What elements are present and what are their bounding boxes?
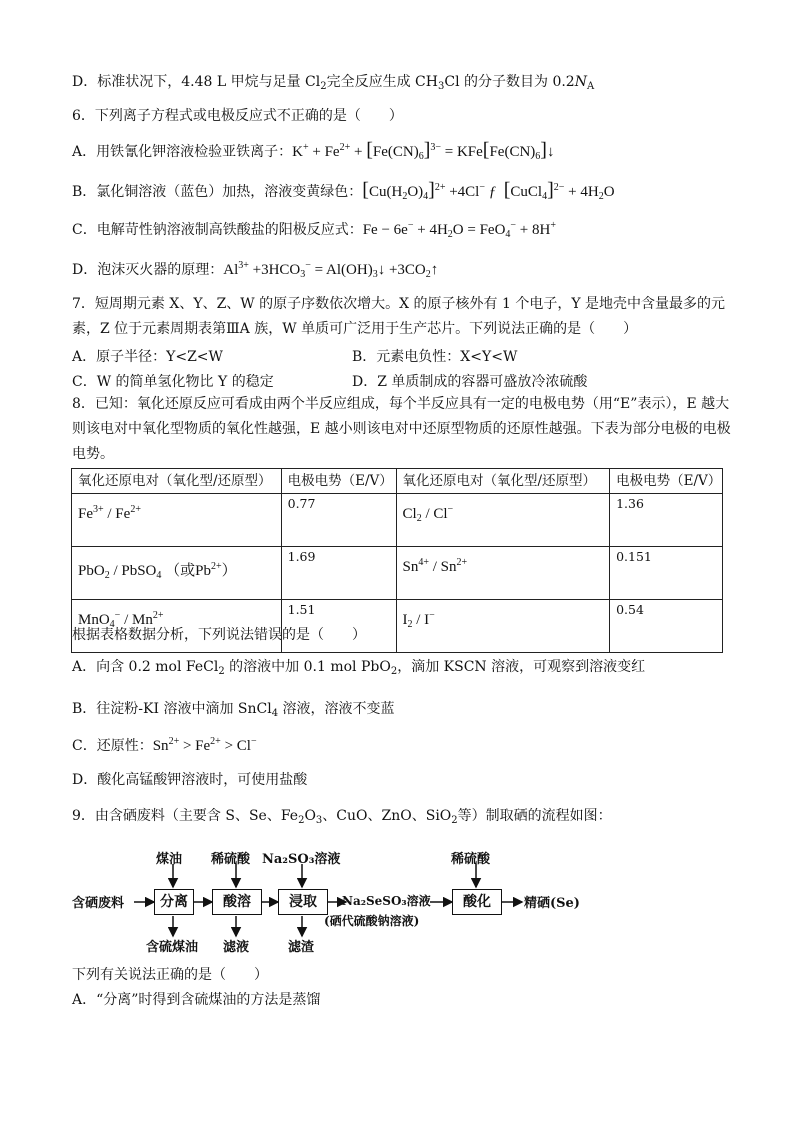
q8-c-inequality: $Sn^{2+} > Fe^{2+} > Cl^-$ <box>152 736 257 754</box>
q8-option-a: A．向含 0.2 mol FeCl$_2$ 的溶液中加 0.1 mol PbO$_2$，滴加 KSCN 溶液，可观察到溶液变红 <box>72 659 646 677</box>
q7-stem: 7．短周期元素 X、Y、Z、W 的原子序数依次增大。X 的原子核外有 1 个电子，Y 是地壳中含量最多的元素，Z 位于元素周期表第ⅢA 族，W 单质可广泛用于生产芯片。下列说法正确的是（ ） <box>72 296 726 337</box>
flow-input: 含硒废料 <box>72 896 125 911</box>
selenium-flowchart <box>70 846 630 954</box>
table-row <box>72 547 723 600</box>
q6-a-equation: $K^+ + Fe^{2+} + [Fe(CN)_6]^{3-}$ = $KFe[Fe(CN)_6]↓$ <box>292 139 555 162</box>
flow-mid-note: (硒代硫酸钠溶液) <box>324 914 420 928</box>
q7-option-d: D．Z 单质制成的容器可盛放冷浓硫酸 <box>352 374 588 390</box>
value-pb: 1.69 <box>281 547 396 600</box>
value-fe: 0.77 <box>281 494 396 547</box>
pair-i: $I_2 / I^-$ <box>396 600 610 653</box>
flow-output: 精硒(Se) <box>524 896 580 911</box>
flow-top-sulfite: Na₂SO₃溶液 <box>262 852 341 867</box>
pair-sn: $Sn^{4+} / Sn^{2+}$ <box>396 547 610 600</box>
flow-top-dilute-acid-2: 稀硫酸 <box>451 852 491 867</box>
q8-option-d: D．酸化高锰酸钾溶液时，可使用盐酸 <box>72 772 308 788</box>
table-row <box>72 494 723 547</box>
q7-option-a: A．原子半径：Y<Z<W <box>72 349 223 365</box>
pair-fe: $Fe^{3+} / Fe^{2+}$ <box>72 494 282 547</box>
q9-stem: 9．由含硒废料（主要含 S、Se、$Fe_2O_3$、CuO、ZnO、SiO$_2$等）制取硒的流程如图： <box>72 808 612 826</box>
flow-top-dilute-acid: 稀硫酸 <box>211 852 251 867</box>
pair-mn: $MnO_4^- / Mn^{2+}$ <box>72 600 282 653</box>
flow-bottom-sulfur-kerosene: 含硫煤油 <box>146 940 199 955</box>
q5-option-d: D．标准状况下，4.48 L 甲烷与足量 $Cl_2$完全反应生成 $CH_3Cl$ 的分子数目为 $0.2N_A$ <box>72 74 595 92</box>
q6-option-a: A．用铁氰化钾溶液检验亚铁离子：$K^+ + Fe^{2+} + [Fe(CN)_6]^{3-}$ = $KFe[Fe(CN)_6]↓$ <box>72 139 555 162</box>
q8-stem: 8．已知：氧化还原反应可看成由两个半反应组成，每个半反应具有一定的电极电势（用“E”表示），E 越大则该电对中氧化型物质的氧化性越强，E 越小则该电对中还原型物质的还原性越强。下表为部分电极的电极电势。 <box>72 396 731 462</box>
flow-bottom-filtrate: 滤液 <box>223 940 250 955</box>
value-sn: 0.151 <box>610 547 723 600</box>
pair-cl: $Cl_2 / Cl^-$ <box>396 494 610 547</box>
table-header: 氧化还原电对（氧化型/还原型） <box>72 469 282 494</box>
flow-box-leach: 浸取 <box>278 889 328 915</box>
q6-c-equation: $Fe - 6e^- + 4H_2O = FeO_4^- + 8H^+$ <box>362 220 556 240</box>
q9-option-a: A．“分离”时得到含硫煤油的方法是蒸馏 <box>72 992 321 1008</box>
pair-pb: PbO$_2$ / PbSO$_4$ （或$Pb^{2+}$） <box>72 547 282 600</box>
q6-stem: 6．下列离子方程式或电极反应式不正确的是（ ） <box>72 108 403 124</box>
flow-bottom-residue: 滤渣 <box>288 940 315 955</box>
table-header: 电极电势（E/V） <box>281 469 396 494</box>
value-i: 0.54 <box>610 600 723 653</box>
q6-option-b: B．氯化铜溶液（蓝色）加热，溶液变黄绿色：$[Cu(H_2O)_4]^{2+} +4Cl^-$ ƒ [CuCl$_4$]$^{2-}$ + $4H_2O$ <box>72 179 615 202</box>
q7-option-c: C．W 的简单氢化物比 Y 的稳定 <box>72 374 274 390</box>
flow-box-separate: 分离 <box>154 889 194 915</box>
table-header: 氧化还原电对（氧化型/还原型） <box>396 469 610 494</box>
table-header: 电极电势（E/V） <box>610 469 723 494</box>
q9-ask: 下列有关说法正确的是（ ） <box>72 967 268 983</box>
flow-box-acid-dissolve: 酸溶 <box>212 889 262 915</box>
q6-option-d: D．泡沫灭火器的原理：$Al^{3+} +3HCO_3^-$ = $Al(OH)_3↓$ $+3CO_2↑$ <box>72 260 439 280</box>
q8-option-c: C．还原性：$Sn^{2+} > Fe^{2+} > Cl^-$ <box>72 736 257 754</box>
q8-ask: 根据表格数据分析，下列说法错误的是（ ） <box>72 627 366 643</box>
q6-option-c: C．电解苛性钠溶液制高铁酸盐的阳极反应式：$Fe - 6e^- + 4H_2O = FeO_4^- + 8H^+$ <box>72 220 556 240</box>
flow-box-acidify: 酸化 <box>452 889 502 915</box>
q8-option-b: B．往淀粉-KI 溶液中滴加 SnCl$_4$ 溶液，溶液不变蓝 <box>72 701 395 719</box>
value-cl: 1.36 <box>610 494 723 547</box>
flow-top-kerosene: 煤油 <box>156 852 183 867</box>
value-mn: 1.51 <box>281 600 396 653</box>
q6-b-equation: $[Cu(H_2O)_4]^{2+} +4Cl^-$ ƒ [CuCl$_4$]$^{2-}$ + $4H_2O$ <box>362 179 615 202</box>
q6-d-equation: $Al^{3+} +3HCO_3^-$ = $Al(OH)_3↓$ $+3CO_2↑$ <box>223 260 439 280</box>
q7-option-b: B．元素电负性：X<Y<W <box>352 349 518 365</box>
flow-mid-product: Na₂SeSO₃溶液 <box>342 894 431 908</box>
